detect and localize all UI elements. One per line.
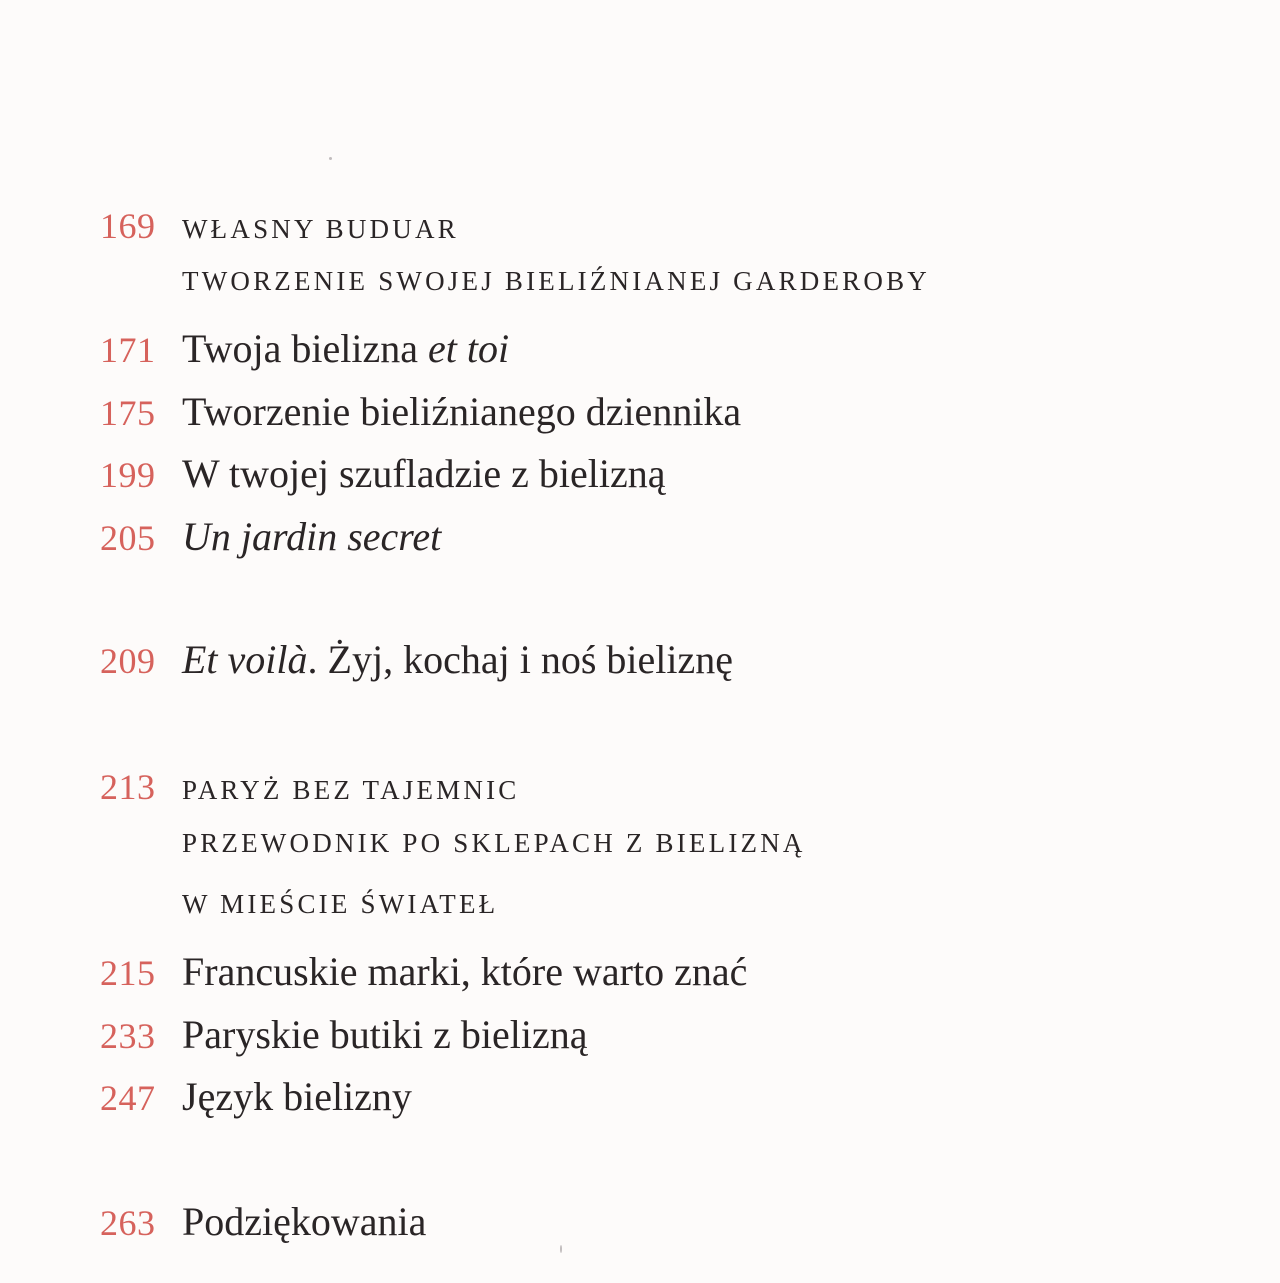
page-number: 233 [100, 1016, 156, 1056]
page-number: 205 [100, 518, 156, 558]
entry-title: Podziękowania [182, 1199, 427, 1244]
toc-entry [100, 636, 733, 696]
page-number: 209 [100, 641, 156, 681]
toc-entry [100, 1073, 412, 1133]
entry-title: Język bielizny [182, 1074, 412, 1119]
page-number: 263 [100, 1203, 156, 1243]
page-number: 169 [100, 206, 156, 246]
toc-section-subtitle [182, 889, 498, 949]
toc-entry [100, 1011, 587, 1071]
entry-title-italic: Et voilà [182, 637, 308, 682]
page-number: 213 [100, 767, 156, 807]
entry-title-text: . Żyj, kochaj i noś bieliznę [307, 637, 733, 682]
paper-speck [329, 157, 332, 160]
section-title: WŁASNY BUDUAR [182, 214, 459, 244]
page-number: 199 [100, 455, 156, 495]
page-number: 171 [100, 330, 156, 370]
toc-section-heading [100, 766, 520, 826]
section-subtitle: W MIEŚCIE ŚWIATEŁ [182, 889, 499, 919]
entry-title: Tworzenie bieliźnianego dziennika [182, 389, 742, 434]
paper-speck [560, 1245, 562, 1253]
entry-title-text: Twoja bielizna [182, 326, 428, 371]
page-number: 175 [100, 393, 156, 433]
toc-entry [100, 513, 441, 573]
entry-title [182, 325, 509, 372]
toc-section-subtitle [182, 828, 806, 888]
entry-title: W twojej szufladzie z bielizną [182, 451, 666, 496]
toc-entry [100, 325, 509, 385]
toc-entry [100, 450, 666, 510]
section-subtitle: TWORZENIE SWOJEJ BIELIŹNIANEJ GARDEROBY [182, 266, 930, 296]
section-title: PARYŻ BEZ TAJEMNIC [182, 775, 520, 805]
entry-title-italic: et toi [428, 326, 510, 371]
toc-entry [100, 948, 747, 1008]
page-number: 247 [100, 1078, 156, 1118]
toc-entry [100, 1198, 426, 1258]
page-number: 215 [100, 953, 156, 993]
entry-title: Francuskie marki, które warto znać [182, 949, 748, 994]
entry-title: Un jardin secret [182, 514, 442, 559]
entry-title: Paryskie butiki z bielizną [182, 1012, 588, 1057]
toc-section-subtitle [182, 266, 930, 326]
entry-title [182, 636, 733, 683]
section-subtitle: PRZEWODNIK PO SKLEPACH Z BIELIZNĄ [182, 828, 806, 858]
toc-entry [100, 388, 741, 448]
toc-section-heading [100, 205, 459, 265]
